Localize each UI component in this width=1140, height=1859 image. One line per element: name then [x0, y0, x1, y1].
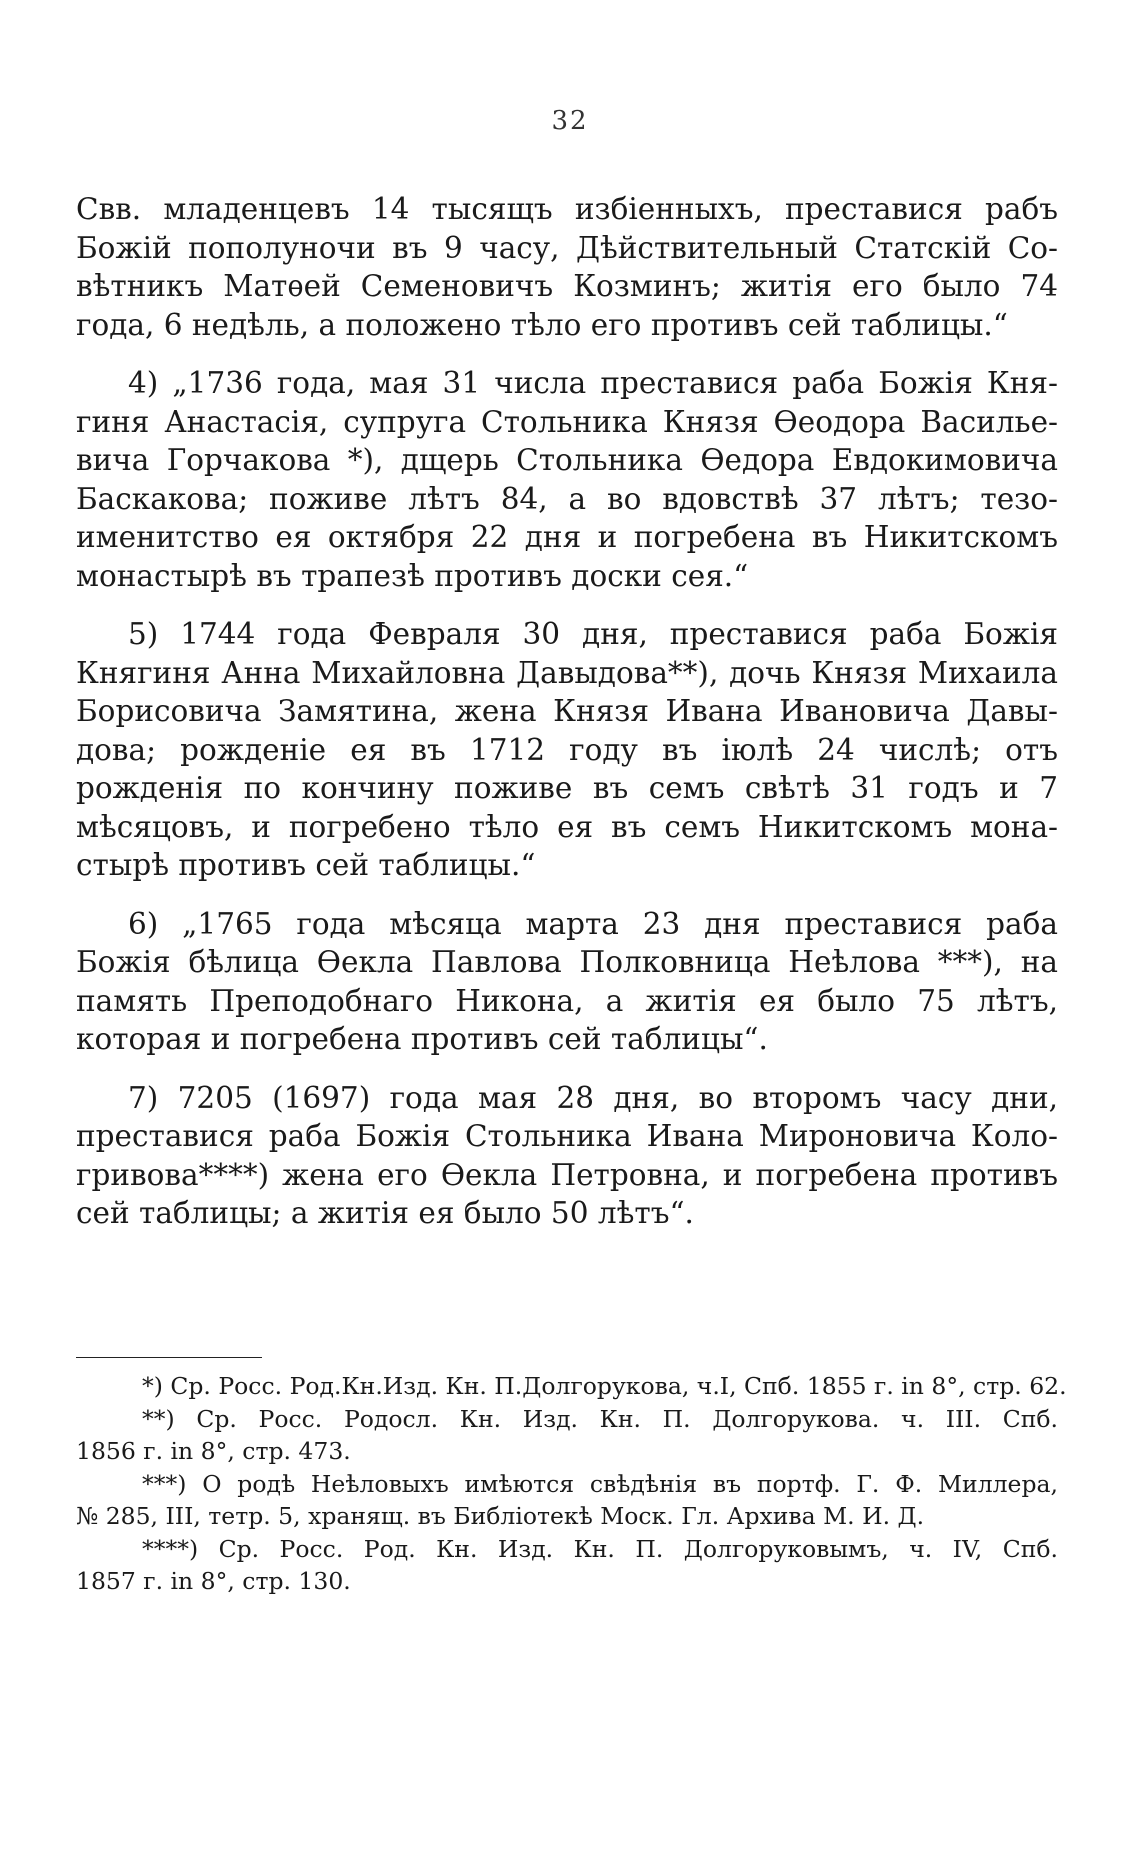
- text-line: именитство ея октября 22 дня и погребена въ Никитскомъ: [76, 520, 1058, 554]
- text-line: монастырѣ въ трапезѣ противъ доски сея.“: [76, 558, 749, 593]
- text-line: Борисовича Замятина, жена Князя Ивана Ивановича Давы-: [76, 694, 1058, 728]
- text-line: года, 6 недѣль, а положено тѣло его противъ сей таблицы.“: [76, 307, 1008, 342]
- footnote-line: **) Ср. Росс. Родосл. Кн. Изд. Кн. П. Долгорукова. ч. ІІІ. Спб.: [142, 1404, 1058, 1433]
- text-line: 6) „1765 года мѣсяца марта 23 дня преставися раба: [128, 906, 1058, 941]
- paragraph-item-6: [76, 905, 1058, 1059]
- body-text: [76, 190, 1058, 1253]
- footnote-3: [76, 1468, 1058, 1533]
- text-line: 4) „1736 года, мая 31 числа преставися раба Божія Кня-: [128, 366, 1058, 400]
- text-line: Божія бѣлица Ѳекла Павлова Полковница Неѣлова ***), на: [76, 945, 1058, 979]
- footnote-4: [76, 1533, 1058, 1598]
- footnote-line: ****) Ср. Росс. Род. Кн. Изд. Кн. П. Долгоруковымъ, ч. IV, Спб.: [142, 1534, 1058, 1563]
- paragraph-item-5: [76, 615, 1058, 885]
- paragraph-item-4: [76, 364, 1058, 595]
- footnote-line: № 285, III, тетр. 5, хранящ. въ Библіотекѣ Моск. Гл. Архива М. И. Д.: [76, 1502, 925, 1530]
- text-line: память Преподобнаго Никона, а житія ея было 75 лѣтъ,: [76, 983, 1058, 1018]
- text-line: 7) 7205 (1697) года мая 28 дня, во второмъ часу дни,: [128, 1080, 1058, 1115]
- text-line: стырѣ противъ сей таблицы.“: [76, 848, 536, 882]
- footnote-2: [76, 1403, 1058, 1468]
- text-line: Княгиня Анна Михайловна Давыдова**), дочь Князя Михаила: [76, 655, 1058, 690]
- footnote-line: *) Ср. Росс. Род.Кн.Изд. Кн. П.Долгорукова, ч.І, Спб. 1855 г. in 8°, стр. 62.: [142, 1372, 1067, 1400]
- footnote-line: 1856 г. in 8°, стр. 473.: [76, 1437, 351, 1465]
- text-line: гривова****) жена его Ѳекла Петровна, и погребена противъ: [76, 1157, 1058, 1192]
- text-line: преставися раба Божія Стольника Ивана Мироновича Коло-: [76, 1119, 1058, 1153]
- footnote-line: ***) О родѣ Неѣловыхъ имѣются свѣдѣнія въ портф. Г. Ф. Миллера,: [142, 1469, 1058, 1498]
- text-line: Баскакова; поживе лѣтъ 84, а во вдовствѣ 37 лѣтъ; тезо-: [76, 481, 1058, 516]
- footnote-divider: [76, 1357, 262, 1358]
- paragraph-1: [76, 190, 1058, 344]
- text-line: рожденія по кончину поживе въ семъ свѣтѣ 31 годъ и 7: [76, 771, 1058, 805]
- text-line: вича Горчакова *), дщерь Стольника Ѳедора Евдокимовича: [76, 443, 1058, 477]
- footnotes: [76, 1370, 1067, 1598]
- text-line: дова; рожденіе ея въ 1712 году въ іюлѣ 24 числѣ; отъ: [76, 732, 1058, 767]
- text-line: сей таблицы; а житія ея было 50 лѣтъ“.: [76, 1196, 694, 1230]
- text-line: мѣсяцовъ, и погребено тѣло ея въ семъ Никитскомъ мона-: [76, 809, 1058, 844]
- text-line: Свв. младенцевъ 14 тысящъ избіенныхъ, преставися рабъ: [76, 192, 1058, 226]
- paragraph-item-7: [76, 1079, 1058, 1233]
- text-line: 5) 1744 года Февраля 30 дня, преставися раба Божія: [128, 617, 1058, 651]
- footnote-1: [76, 1370, 1067, 1403]
- text-line: гиня Анастасія, супруга Стольника Князя Ѳеодора Василье-: [76, 404, 1058, 439]
- footnote-line: 1857 г. in 8°, стр. 130.: [76, 1567, 351, 1595]
- text-line: вѣтникъ Матѳей Семеновичъ Козминъ; житія его было 74: [76, 269, 1058, 303]
- page-number: 32: [551, 106, 589, 136]
- text-line: которая и погребена противъ сей таблицы“.: [76, 1022, 768, 1056]
- text-line: Божій пополуночи въ 9 часу, Дѣйствительный Статскій Со-: [76, 230, 1058, 265]
